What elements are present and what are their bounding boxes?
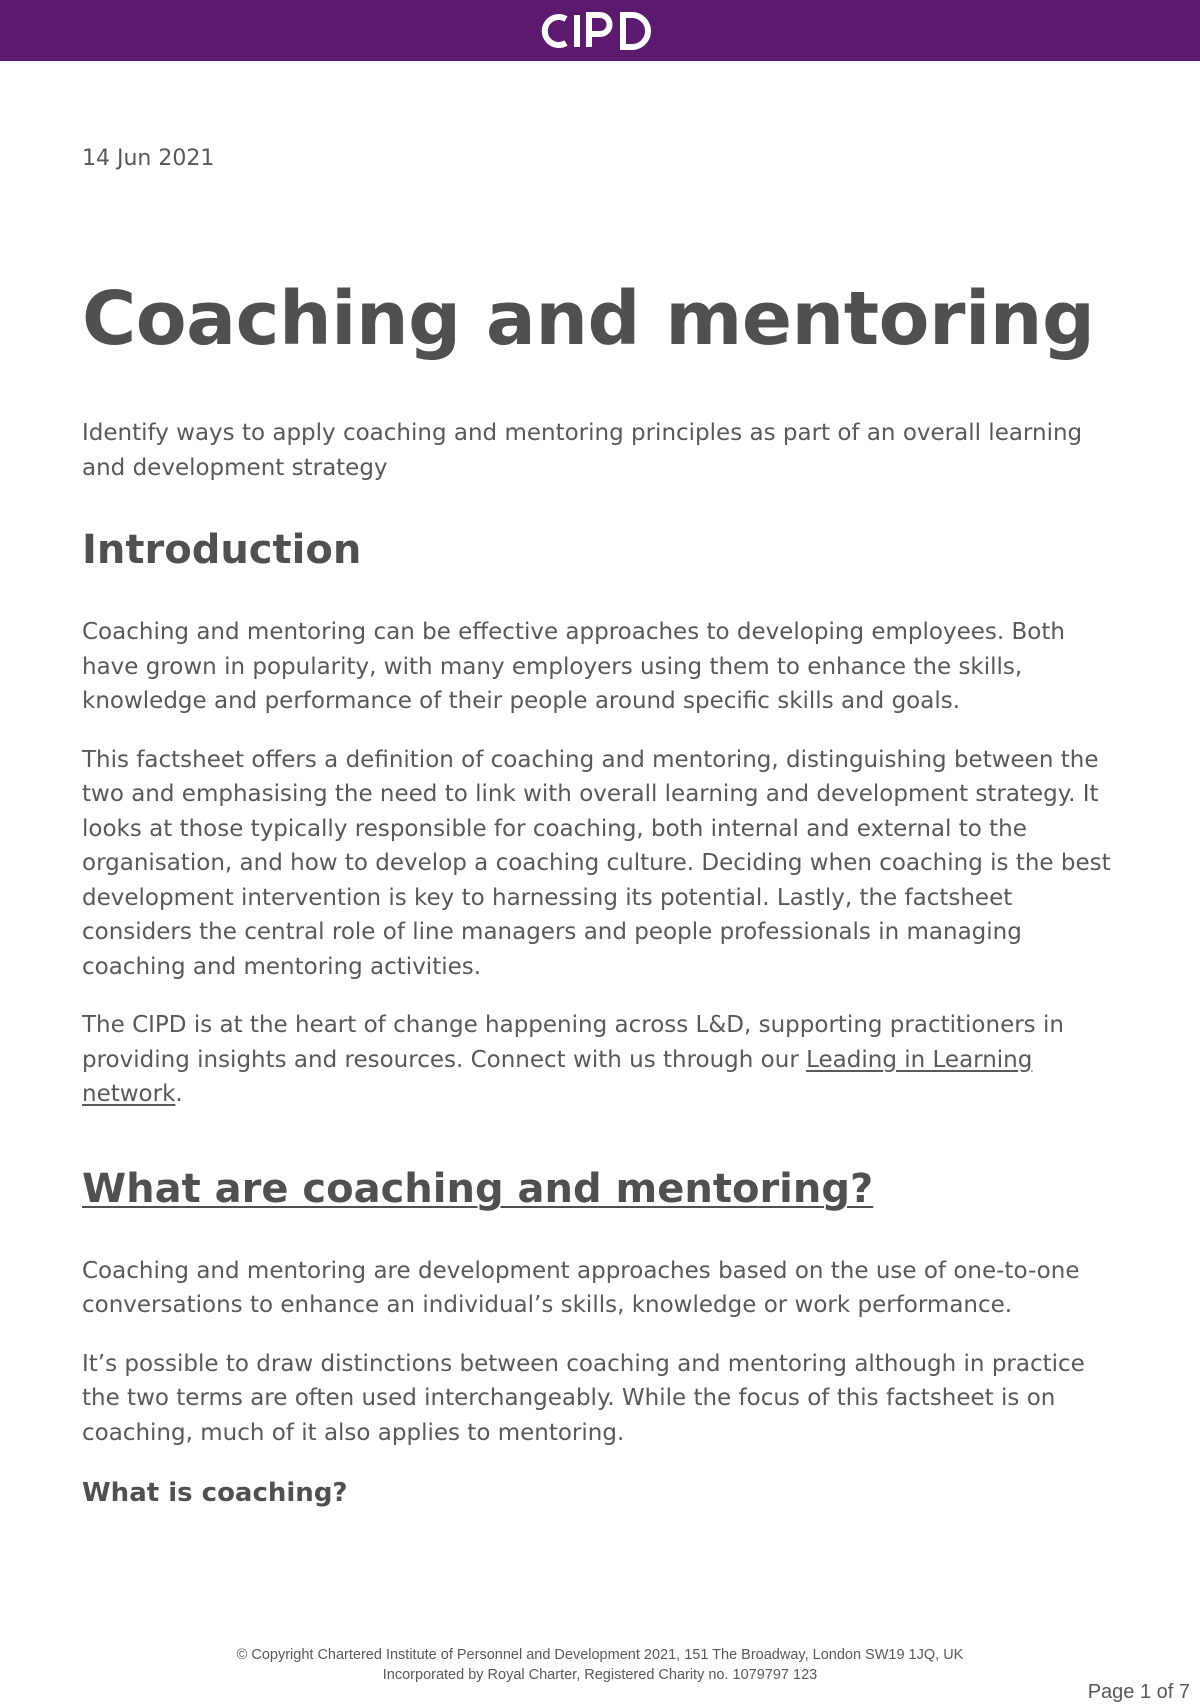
footer-charity: Incorporated by Royal Charter, Registered Charity no. 1079797 123 <box>382 1667 818 1683</box>
document-body <box>82 142 1122 1510</box>
introduction-heading: Introduction <box>82 527 362 573</box>
what-are-heading-link[interactable]: What are coaching and mentoring? <box>82 1165 874 1212</box>
what-are-heading <box>82 1164 1122 1214</box>
leading-in-learning-link[interactable]: Leading in Learning network <box>82 1046 1033 1107</box>
publish-date: 14 Jun 2021 <box>82 146 215 171</box>
intro-paragraph-3-end: . <box>175 1081 183 1107</box>
intro-paragraph-1: Coaching and mentoring can be effective approaches to developing employees. Both have grown in popularity, with many employers using them to enhance the skills, knowledge and performance of their people around specific skills and goals. <box>82 619 1065 714</box>
page-number: Page 1 of 7 <box>1087 1681 1190 1703</box>
cipd-logo <box>0 0 1200 61</box>
lead-paragraph: Identify ways to apply coaching and mentoring principles as part of an overall learning and development strategy <box>82 420 1083 481</box>
footer-copyright: © Copyright Chartered Institute of Personnel and Development 2021, 151 The Broadway, London SW19 1JQ, UK <box>236 1647 964 1663</box>
what-are-paragraph-1: Coaching and mentoring are development approaches based on the use of one-to-one conversations to enhance an individual’s skills, knowledge or work performance. <box>82 1257 1080 1318</box>
page-title: Coaching and mentoring <box>82 276 1095 362</box>
cipd-logo-mark <box>536 9 664 53</box>
intro-paragraph-2: This factsheet offers a definition of coaching and mentoring, distinguishing between the two and emphasising the need to link with overall learning and development strategy. It looks at those typically responsible for coaching, both internal and external to the organisation, and how to develop a coaching culture. Deciding when coaching is the best development intervention is key to harnessing its potential. Lastly, the factsheet considers the central role of line managers and people professionals in managing coaching and mentoring activities. <box>82 746 1111 980</box>
intro-paragraph-3 <box>82 1008 1122 1112</box>
what-are-paragraph-2: It’s possible to draw distinctions between coaching and mentoring although in practice the two terms are often used interchangeably. While the focus of this factsheet is on coaching, much of it also applies to mentoring. <box>82 1350 1085 1446</box>
what-is-coaching-subheading: What is coaching? <box>82 1478 348 1508</box>
intro-paragraph-3-text: The CIPD is at the heart of change happening across L&D, supporting practitioners in providing insights and resources. Connect with us through our <box>82 1012 1064 1073</box>
